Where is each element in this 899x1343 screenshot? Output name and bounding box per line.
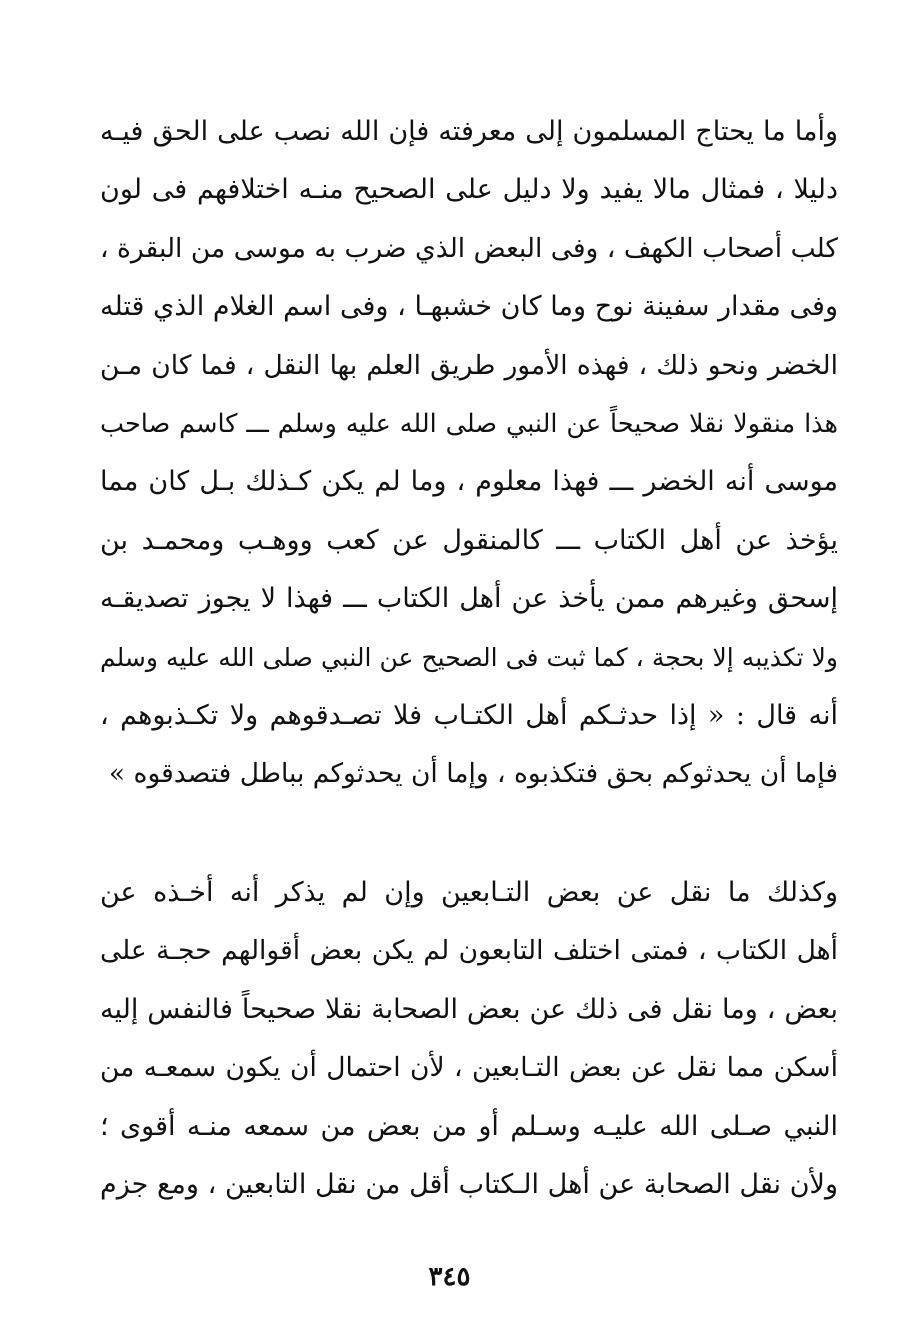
text-line: بعض ، وما نقل فى ذلك عن بعض الصحابة نقلا صحيحاً فالنفس إليه <box>100 993 838 1025</box>
text-line: وأما ما يحتاج المسلمون إلى معرفته فإن الله نصب على الحق فيـه <box>100 116 838 147</box>
text-line: يؤخذ عن أهل الكتاب ـــ كالمنقول عن كعب ووهـب ومحمـد بن <box>100 524 838 556</box>
text-line: ولأن نقل الصحابة عن أهل الـكتاب أقل من نقل التابعين ، ومع جزم <box>100 1168 838 1200</box>
paragraph-1 <box>100 103 838 804</box>
text-line: ولا تكذيبه إلا بحجة ، كما ثبت فى الصحيح عن النبي صلى الله عليه وسلم <box>100 642 838 672</box>
page-number: ٣٤٥ <box>428 1262 471 1292</box>
text-line: وفى مقدار سفينة نوح وما كان خشبهـا ، وفى اسم الغلام الذي قتله <box>100 291 838 323</box>
text-line: دليلا ، فمثال مالا يفيد ولا دليل على الصحيح منـه اختلافهم فى لون <box>100 174 838 206</box>
text-line: فإما أن يحدثوكم بحق فتكذبوه ، وإما أن يحدثوكم بباطل فتصدقوه » <box>108 758 838 790</box>
text-line: وكذلك ما نقل عن بعض التـابعين وإن لم يذكر أنه أخـذه عن <box>100 877 838 908</box>
paragraph-2 <box>100 864 838 1214</box>
text-line: أسكن مما نقل عن بعض التـابعين ، لأن احتمال أن يكون سمعـه من <box>100 1052 838 1084</box>
text-line: إسحق وغيرهم ممن يأخذ عن أهل الكتاب ـــ فهذا لا يجوز تصديقـه <box>100 583 838 615</box>
text-line: النبي صـلى الله عليـه وسـلم أو من بعض من سمعه منـه أقوى ؛ <box>100 1110 838 1142</box>
text-line: أنه قال : « إذا حدثـكم أهل الكتـاب فلا تصـدقوهم ولا تكـذبوهم ، <box>100 699 838 731</box>
text-line: الخضر ونحو ذلك ، فهذه الأمور طريق العلم بها النقل ، فما كان مـن <box>100 349 838 381</box>
text-line: هذا منقولا نقلا صحيحاً عن النبي صلى الله عليه وسلم ـــ كاسم صاحب <box>100 408 838 439</box>
text-line: موسى أنه الخضر ـــ فهذا معلوم ، وما لم يكن كـذلك بـل كان مما <box>100 466 838 498</box>
text-line: كلب أصحاب الكهف ، وفى البعض الذي ضرب به موسى من البقرة ، <box>100 232 838 264</box>
text-line: أهل الكتاب ، فمتى اختلف التابعون لم يكن بعض أقوالهم حجـة على <box>100 935 838 967</box>
